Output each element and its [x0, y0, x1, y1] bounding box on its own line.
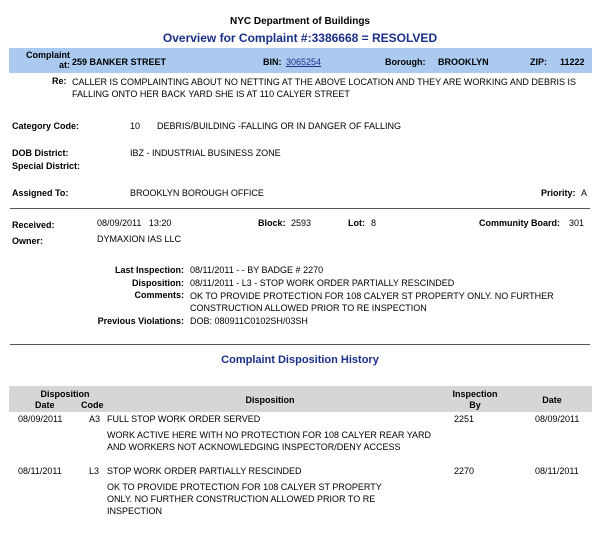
- zip-label: ZIP:: [530, 57, 547, 67]
- comments-value: OK TO PROVIDE PROTECTION FOR 108 CALYER ST PROPERTY ONLY. NO FURTHER CONSTRUCTION ALLOWED PRIOR TO RE INSPECTION: [190, 291, 554, 313]
- block-value: 2593: [291, 218, 312, 228]
- row1-disposition-detail: WORK ACTIVE HERE WITH NO PROTECTION FOR 108 CALYER REAR YARD AND WORKERS NOT ACKNOWLEDGING INSPECTOR/DENY ACCESS: [107, 430, 432, 452]
- last-inspection-label: Last Inspection:: [114, 265, 184, 275]
- row1-inspection-date: 08/09/2011: [535, 414, 580, 424]
- re-label: Re:: [52, 76, 67, 86]
- assigned-value: BROOKLYN BOROUGH OFFICE: [130, 188, 264, 198]
- row1-code: A3: [89, 414, 101, 424]
- previous-violations-label: Previous Violations:: [97, 316, 184, 326]
- priority-value: A: [581, 188, 588, 198]
- row2-inspection-date: 08/11/2011: [535, 466, 579, 476]
- complaint-at-label: Complaint at:: [26, 50, 70, 70]
- bin-label: BIN:: [263, 57, 282, 67]
- row2-code: L3: [89, 466, 100, 476]
- col-code: Code: [81, 400, 104, 410]
- disposition-value: 08/11/2011 - L3 - STOP WORK ORDER PARTIALLY RESCINDED: [190, 278, 455, 288]
- row1-disposition-title: FULL STOP WORK ORDER SERVED: [107, 414, 261, 424]
- complaint-address: 259 BANKER STREET: [72, 57, 167, 67]
- row2-disposition-title: STOP WORK ORDER PARTIALLY RESCINDED: [107, 466, 302, 476]
- col-disposition-group: Disposition: [40, 389, 90, 399]
- col-inspection-date: Date: [542, 395, 562, 405]
- row2-disposition-detail: OK TO PROVIDE PROTECTION FOR 108 CALYER ST PROPERTY ONLY. NO FURTHER CONSTRUCTION ALLOWED PRIOR TO RE INSPECTION: [107, 482, 382, 516]
- col-inspection-by: Inspection By: [452, 389, 498, 410]
- lot-label: Lot:: [348, 218, 365, 228]
- re-text: CALLER IS COMPLAINTING ABOUT NO NETTING AT THE ABOVE LOCATION AND THEY ARE WORKING AND DEBRIS IS FALLING ONTO HER BACK YARD SHE IS AT 110 CALYER STREET: [72, 77, 576, 99]
- borough-value: BROOKLYN: [438, 57, 489, 67]
- col-disposition: Disposition: [245, 395, 295, 405]
- history-title: Complaint Disposition History: [221, 354, 379, 366]
- col-date: Date: [35, 400, 55, 410]
- page-title: Overview for Complaint #:3386668 = RESOLVED: [162, 31, 438, 45]
- community-board-label: Community Board:: [479, 218, 560, 228]
- section-divider: [10, 208, 590, 209]
- category-code: 10: [130, 121, 141, 131]
- section-divider: [10, 344, 590, 345]
- dob-district-label: DOB District:: [12, 148, 69, 158]
- last-inspection-value: 08/11/2011 - - BY BADGE # 2270: [190, 265, 324, 275]
- zip-value: 11222: [560, 57, 585, 67]
- received-value: 08/09/2011 13:20: [97, 218, 172, 228]
- owner-label: Owner:: [12, 236, 44, 246]
- special-district-label: Special District:: [12, 161, 81, 171]
- row2-date: 08/11/2011: [18, 466, 62, 476]
- dob-district-value: IBZ - INDUSTRIAL BUSINESS ZONE: [130, 148, 281, 158]
- block-label: Block:: [258, 218, 286, 228]
- comments-label: Comments:: [134, 290, 184, 300]
- agency-title: NYC Department of Buildings: [229, 16, 370, 27]
- community-board-value: 301: [569, 218, 585, 228]
- priority-label: Priority:: [541, 188, 576, 198]
- category-description: DEBRIS/BUILDING -FALLING OR IN DANGER OF FALLING: [157, 121, 402, 131]
- row2-inspection-by: 2270: [454, 466, 475, 476]
- category-label: Category Code:: [12, 121, 80, 131]
- previous-violations-value: DOB: 080911C0102SH/03SH: [190, 316, 308, 326]
- assigned-label: Assigned To:: [12, 188, 69, 198]
- lot-value: 8: [371, 218, 377, 228]
- row1-date: 08/09/2011: [18, 414, 63, 424]
- disposition-label: Disposition:: [132, 278, 184, 288]
- bin-link[interactable]: 3065254: [286, 57, 322, 67]
- row1-inspection-by: 2251: [454, 414, 475, 424]
- received-label: Received:: [12, 220, 55, 230]
- owner-value: DYMAXION IAS LLC: [97, 234, 182, 244]
- borough-label: Borough:: [385, 57, 426, 67]
